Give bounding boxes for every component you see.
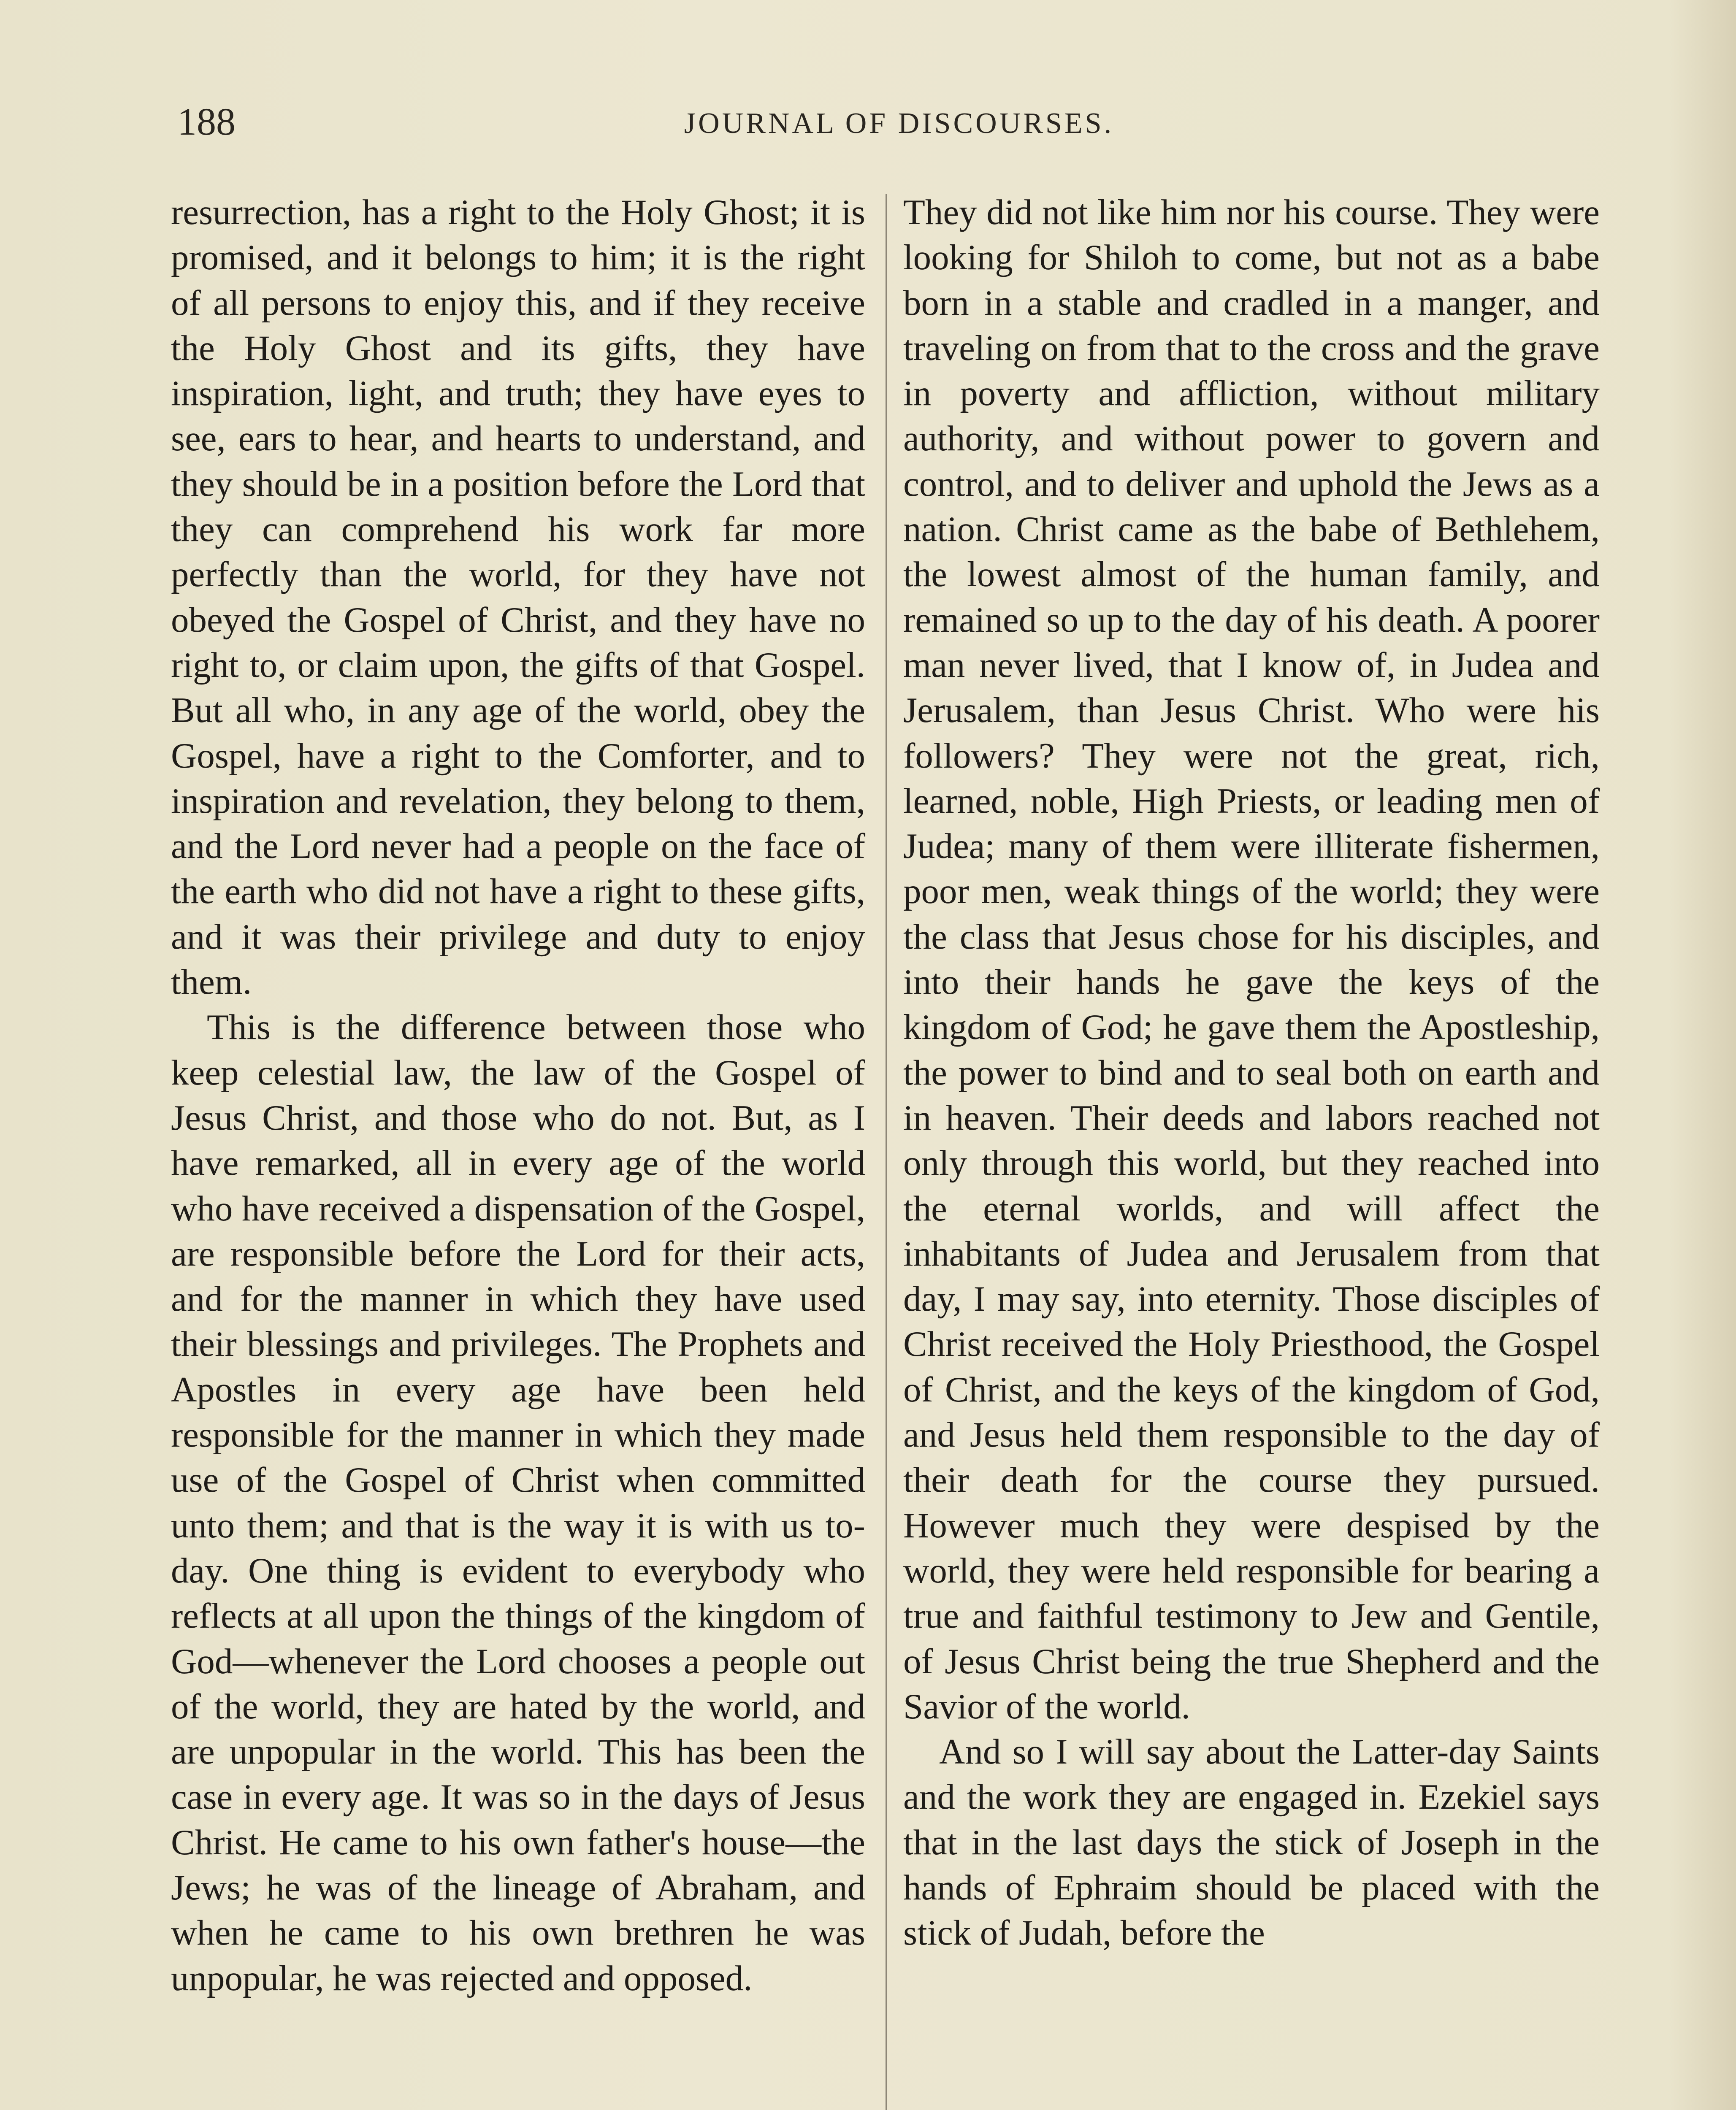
journal-title: JOURNAL OF DISCOURSES. bbox=[684, 107, 1114, 140]
left-column bbox=[171, 190, 865, 2001]
right-paragraph-1: They did not like him nor his course. They were looking for Shiloh to come, but not as a babe born in a stable and cradled in a manger, and traveling on from that to the cross and the grave in poverty and affliction, without military authority, and without power to govern and control, and to deliver and uphold the Jews as a nation. Christ came as the babe of Bethlehem, the lowest almost of the human family, and remained so up to the day of his death. A poorer man never lived, that I know of, in Judea and Jerusalem, than Jesus Christ. Who were his followers? They were not the great, rich, learned, noble, High Priests, or leading men of Judea; many of them were illiterate fishermen, poor men, weak things of the world; they were the class that Jesus chose for his disciples, and into their hands he gave the keys of the kingdom of God; he gave them the Apostleship, the power to bind and to seal both on earth and in heaven. Their deeds and labors reached not only through this world, but they reached into the eternal worlds, and will affect the inhabitants of Judea and Jerusalem from that day, I may say, into eternity. Those disciples of Christ received the Holy Priesthood, the Gospel of Christ, and the keys of the kingdom of God, and Jesus held them responsible to the day of their death for the course they pursued. However much they were despised by the world, they were held responsible for bearing a true and faithful testimony to Jew and Gentile, of Jesus Christ being the true Shepherd and the Savior of the world. bbox=[903, 192, 1600, 1726]
running-head bbox=[177, 96, 1621, 147]
page-edge-shadow bbox=[1668, 0, 1736, 2110]
right-column bbox=[903, 190, 1600, 1956]
column-divider bbox=[886, 194, 887, 2110]
left-paragraph-1: resurrection, has a right to the Holy Ghost; it is promised, and it belongs to him; it is the right of all persons to enjoy this, and if they receive the Holy Ghost and its gifts, they have inspiration, light, and truth; they have eyes to see, ears to hear, and hearts to understand, and they should be in a position before the Lord that they can comprehend his work far more perfectly than the world, for they have not obeyed the Gospel of Christ, and they have no right to, or claim upon, the gifts of that Gospel. But all who, in any age of the world, obey the Gospel, have a right to the Comforter, and to inspiration and revelation, they belong to them, and the Lord never had a people on the face of the earth who did not have a right to these gifts, and it was their privilege and duty to enjoy them. bbox=[171, 192, 865, 1002]
page-number: 188 bbox=[177, 100, 236, 143]
right-paragraph-2: And so I will say about the Latter-day Saints and the work they are engaged in. Ezekiel says that in the last days the stick of Joseph in the hands of Ephraim should be placed with the stick of Judah, before the bbox=[903, 1732, 1600, 1953]
left-paragraph-2: This is the difference between those who keep celestial law, the law of the Gospel of Jesus Christ, and those who do not. But, as I have remarked, all in every age of the world who have received a dispensation of the Gospel, are responsible before the Lord for their acts, and for the manner in which they have used their blessings and privileges. The Prophets and Apostles in every age have been held responsible for the manner in which they made use of the Gospel of Christ when committed unto them; and that is the way it is with us to-day. One thing is evident to everybody who reflects at all upon the things of the kingdom of God—whenever the Lord chooses a people out of the world, they are hated by the world, and are unpopular in the world. This has been the case in every age. It was so in the days of Jesus Christ. He came to his own father's house—the Jews; he was of the lineage of Abraham, and when he came to his own brethren he was unpopular, he was rejected and opposed. bbox=[171, 1007, 865, 1998]
